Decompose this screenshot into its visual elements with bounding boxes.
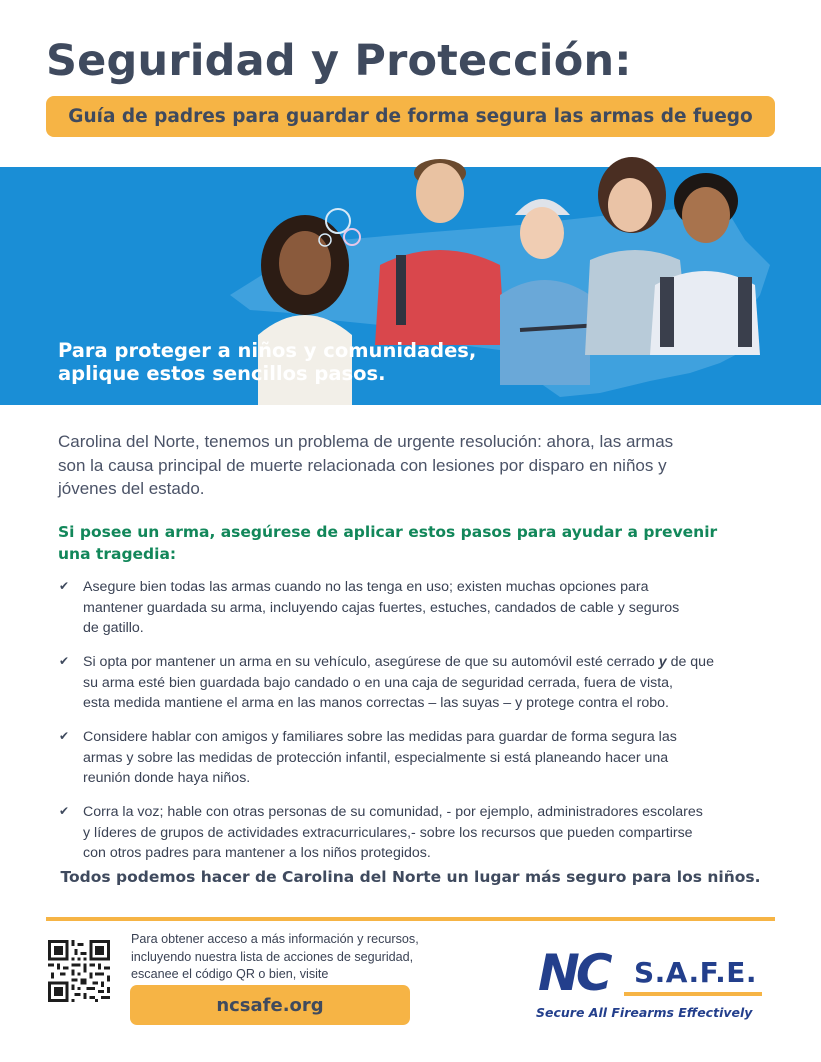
step-line: armas y sobre las medidas de protección infantil, especialmente si está planeando hacer una (83, 749, 669, 766)
step-line: Corra la voz; hable con otras personas de su comunidad, - por ejemplo, administradores escolares (83, 804, 703, 820)
step-line: mantener guardada su arma, incluyendo cajas fuertes, estuches, candados de cable y seguros (83, 599, 680, 616)
logo-safe-text: S.A.F.E. (624, 952, 767, 990)
list-item (58, 577, 768, 639)
hero-caption (58, 339, 476, 385)
subtitle-text: Guía de padres para guardar de forma segura las armas de fuego (68, 106, 753, 127)
step-line: Asegure bien todas las armas cuando no las tenga en uso; existen muchas opciones para (83, 579, 649, 595)
steps-heading-line: Si posee un arma, asegúrese de aplicar estos pasos para ayudar a prevenir (58, 523, 718, 541)
footer-divider (46, 917, 775, 921)
footer-info-line: incluyendo nuestra lista de acciones de seguridad, (131, 949, 414, 964)
step-text: de que (666, 654, 714, 670)
step-line: Considere hablar con amigos y familiares sobre las medidas para guardar de forma segura las (83, 729, 677, 745)
step-text: Si opta por mantener un arma en su vehículo, asegúrese de que su automóvil esté cerrado (83, 654, 659, 670)
step-line: con otros padres para mantener a los niños protegidos. (83, 845, 431, 861)
intro-line: Carolina del Norte, tenemos un problema de urgente resolución: ahora, las armas (58, 432, 674, 451)
subtitle-banner (46, 96, 775, 137)
steps-heading (58, 521, 763, 565)
intro-line: jóvenes del estado. (58, 479, 205, 498)
intro-line: son la causa principal de muerte relacionada con lesiones por disparo en niños y (58, 455, 667, 475)
logo-nc-text: NC (538, 944, 609, 1002)
step-line: reunión donde haya niños. (83, 770, 251, 786)
intro-paragraph (58, 430, 763, 501)
checkmark-icon: ✔ (59, 729, 70, 743)
safety-steps-list (58, 577, 768, 877)
hero-section (0, 145, 821, 405)
hero-caption-line: aplique estos sencillos pasos. (58, 362, 386, 385)
logo-underline (624, 992, 762, 996)
steps-heading-line: una tragedia: (58, 545, 177, 563)
website-link-button[interactable]: ncsafe.org (130, 985, 410, 1025)
step-line: su arma esté bien guardada bajo candado o en una caja de seguridad cerrada, fuera de vista, (83, 674, 673, 691)
checkmark-icon: ✔ (59, 804, 70, 818)
footer-info-text (131, 931, 471, 984)
page-title: Seguridad y Protección: (46, 36, 632, 86)
list-item (58, 802, 768, 864)
step-emphasis: y (658, 654, 667, 670)
step-line: y líderes de grupos de actividades extracurriculares,- sobre los recursos que pueden compartirse (83, 824, 693, 841)
closing-statement: Todos podemos hacer de Carolina del Norte un lugar más seguro para los niños. (60, 868, 761, 886)
qr-code-icon[interactable] (48, 940, 110, 1002)
list-item (58, 652, 768, 714)
checkmark-icon: ✔ (59, 654, 70, 668)
hero-caption-line: Para proteger a niños y comunidades, (58, 339, 477, 362)
list-item (58, 727, 768, 789)
step-line: de gatillo. (83, 620, 144, 636)
step-line (83, 652, 768, 673)
logo-tagline: Secure All Firearms Effectively (536, 1005, 753, 1020)
checkmark-icon: ✔ (59, 579, 70, 593)
footer-info-line: Para obtener acceso a más información y recursos, (131, 932, 419, 946)
nc-safe-logo (532, 944, 772, 1024)
step-line: esta medida mantiene el arma en las manos correctas – las suyas – y protege contra el robo. (83, 695, 669, 711)
footer-info-line: escanee el código QR o bien, visite (131, 967, 329, 981)
